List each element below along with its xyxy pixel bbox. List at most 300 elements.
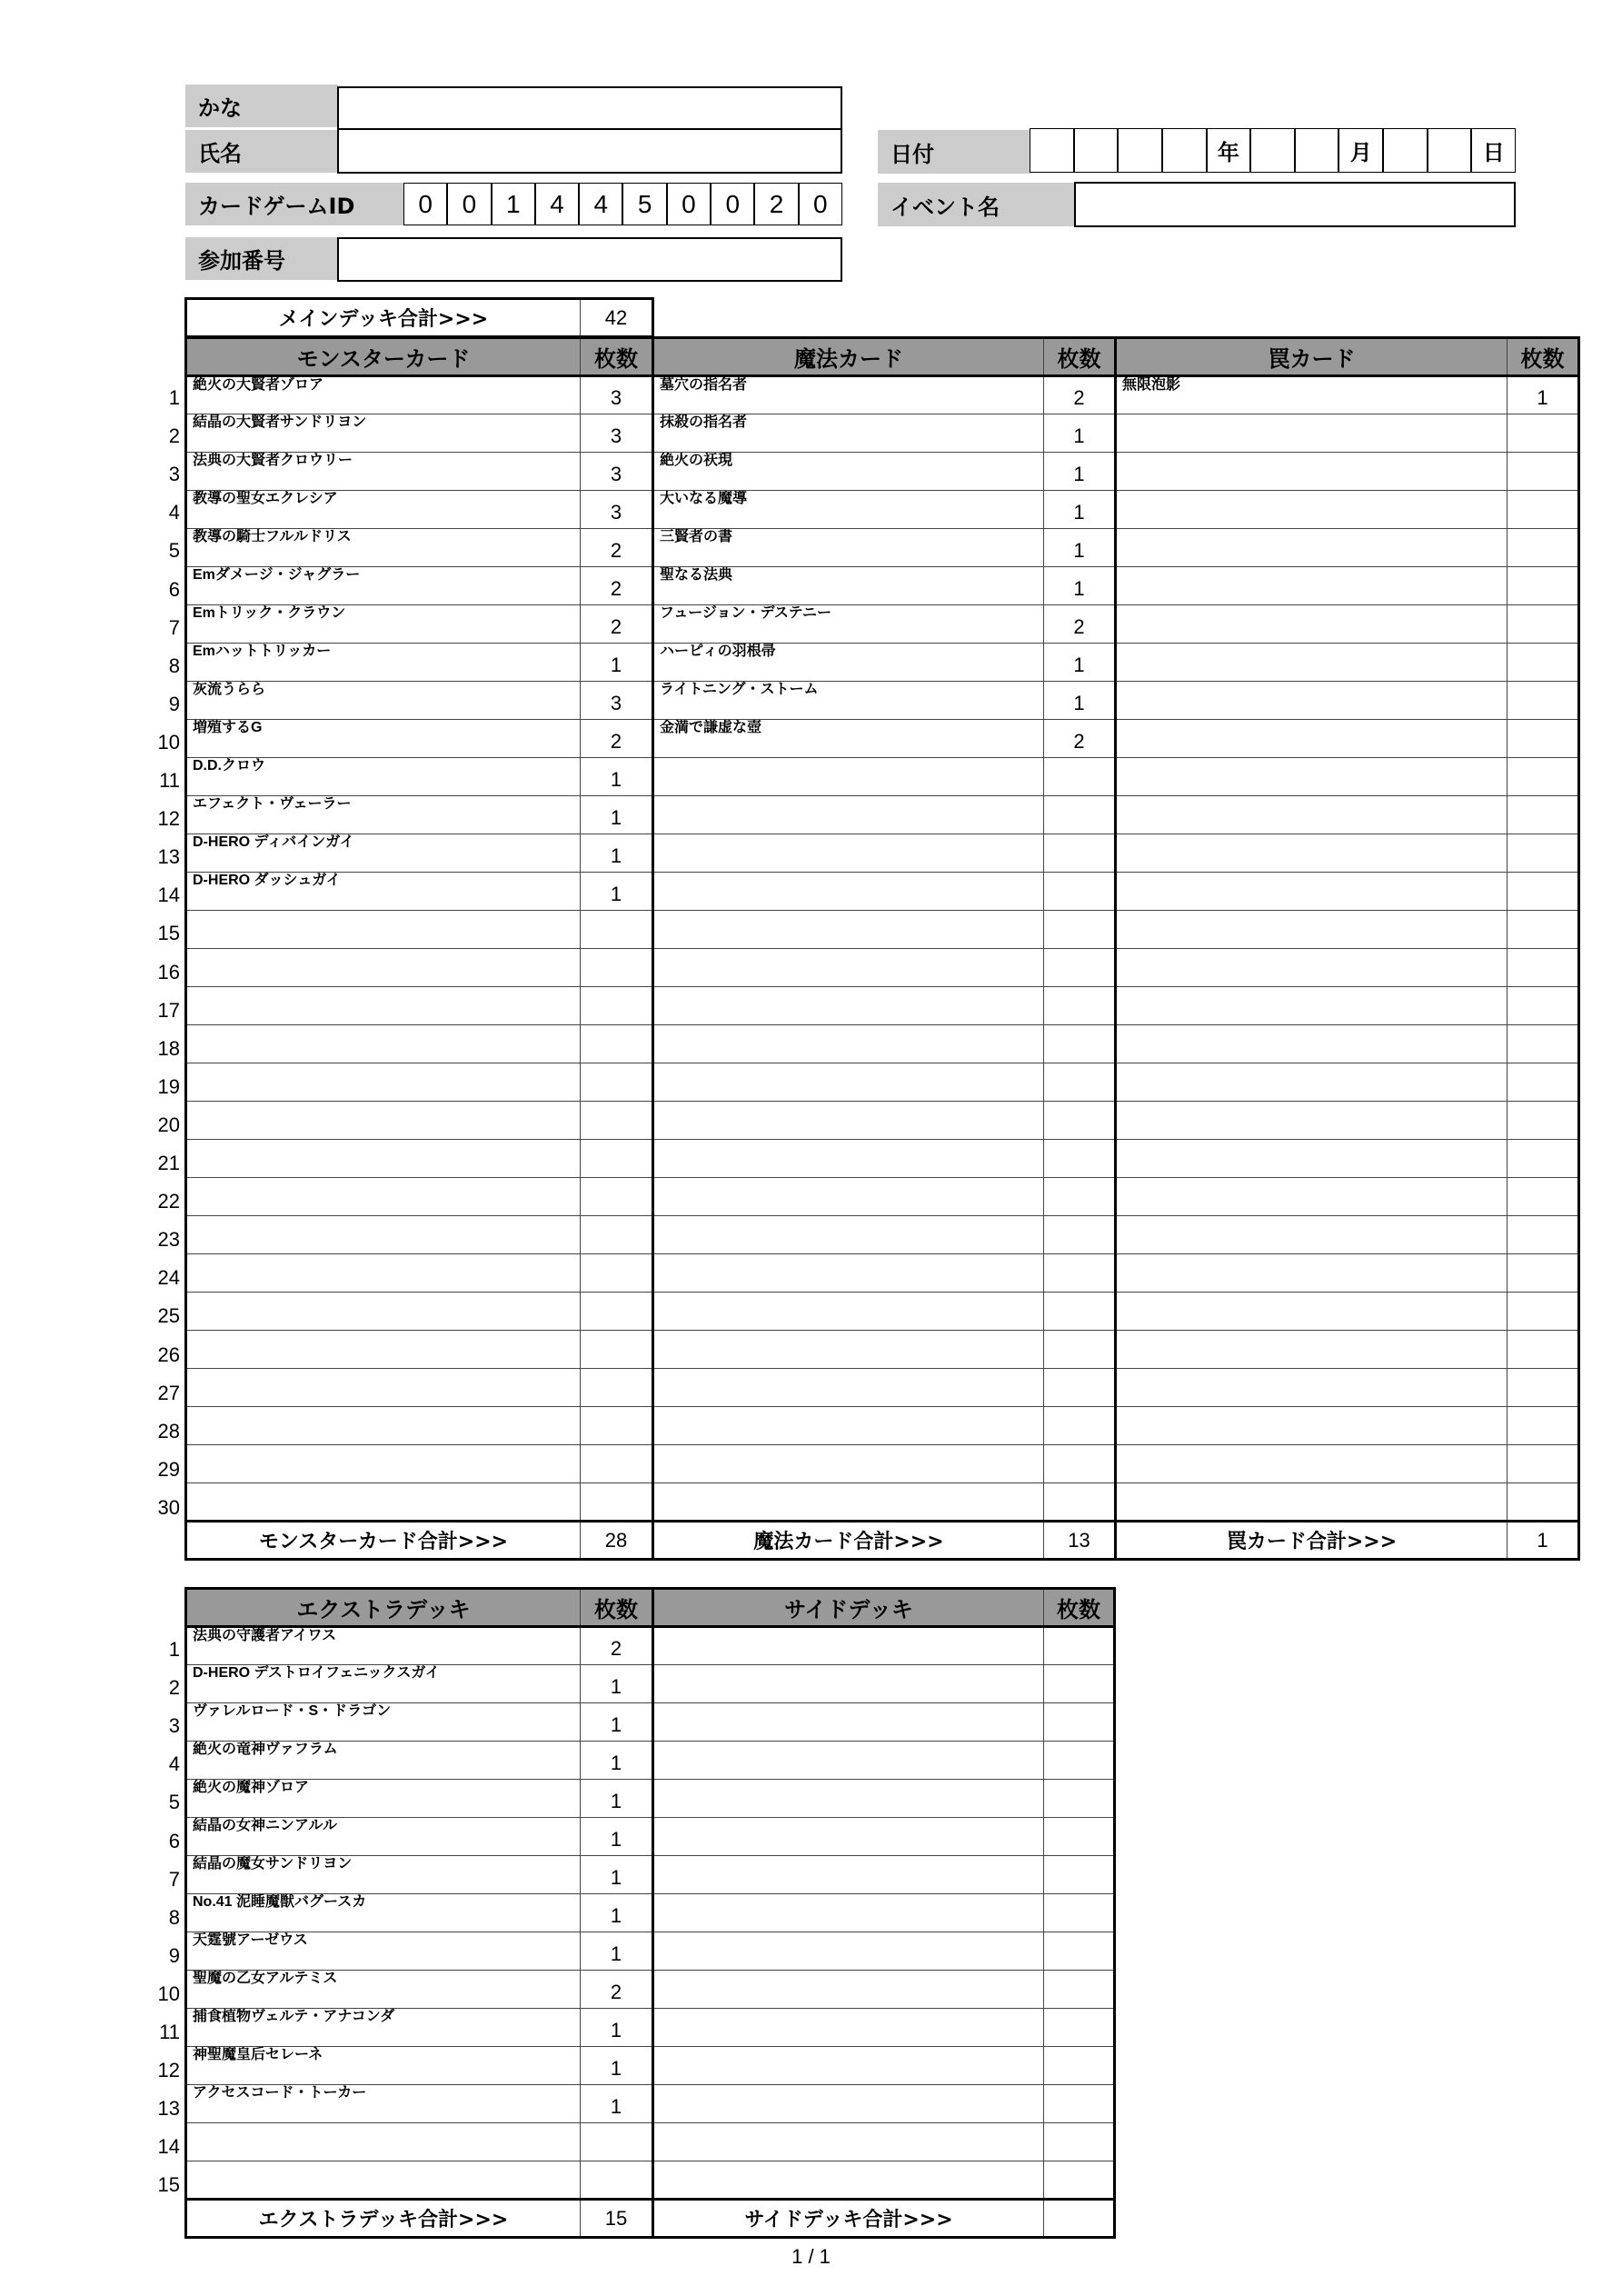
monster-name-cell[interactable] <box>186 1216 581 1254</box>
monster-count-cell[interactable] <box>581 1216 653 1254</box>
monster-name-cell[interactable] <box>186 911 581 949</box>
monster-name-cell[interactable]: 絶火の大賢者ゾロア <box>186 376 581 414</box>
monster-count-cell[interactable] <box>581 1178 653 1216</box>
monster-name-cell[interactable] <box>186 1369 581 1407</box>
monster-count-cell[interactable]: 1 <box>581 644 653 682</box>
side-count-cell[interactable] <box>1044 2085 1115 2123</box>
side-name-cell[interactable] <box>653 2009 1044 2047</box>
spell-name-cell[interactable] <box>653 1063 1044 1102</box>
card-game-id-digit[interactable]: 0 <box>711 183 754 225</box>
side-name-cell[interactable] <box>653 1856 1044 1894</box>
monster-count-cell[interactable]: 1 <box>581 758 653 796</box>
trap-total-label: 罠カード合計>>> <box>1116 1522 1508 1560</box>
monster-count-cell[interactable]: 3 <box>581 682 653 720</box>
spell-count-cell[interactable] <box>1044 1178 1116 1216</box>
spell-name-cell[interactable] <box>653 949 1044 987</box>
trap-name-cell[interactable] <box>1116 1445 1508 1483</box>
trap-count-cell[interactable] <box>1508 1063 1579 1102</box>
table-row <box>186 567 1579 605</box>
row-number: 28 <box>157 1419 180 1442</box>
monster-count-cell[interactable]: 1 <box>581 796 653 834</box>
trap-count-cell[interactable] <box>1508 1178 1579 1216</box>
side-count-cell[interactable] <box>1044 1742 1115 1780</box>
spell-name-cell[interactable]: 金満で謙虚な壺 <box>653 720 1044 758</box>
monster-count-cell[interactable] <box>581 1331 653 1369</box>
table-row <box>186 1063 1579 1102</box>
date-cell[interactable]: 月 <box>1338 128 1383 173</box>
monster-count-cell[interactable] <box>581 1483 653 1522</box>
trap-name-cell[interactable] <box>1116 758 1508 796</box>
event-name-label: イベント名 <box>878 183 1074 226</box>
extra-name-cell[interactable]: 捕食植物ヴェルテ・アナコンダ <box>186 2009 581 2047</box>
extra-count-cell[interactable]: 1 <box>581 2085 653 2123</box>
spell-name-cell[interactable] <box>653 1407 1044 1445</box>
side-count-cell[interactable] <box>1044 1818 1115 1856</box>
trap-count-cell[interactable] <box>1508 911 1579 949</box>
spell-name-cell[interactable]: フュージョン・デステニー <box>653 605 1044 644</box>
spell-name-cell[interactable] <box>653 911 1044 949</box>
side-name-cell[interactable] <box>653 2047 1044 2085</box>
extra-count-cell[interactable] <box>581 2123 653 2161</box>
event-name-field[interactable] <box>1074 182 1516 227</box>
extra-count-cell[interactable]: 1 <box>581 2009 653 2047</box>
spell-count-cell[interactable] <box>1044 1063 1116 1102</box>
monster-count-cell[interactable] <box>581 1102 653 1140</box>
monster-count-cell[interactable] <box>581 1445 653 1483</box>
name-field[interactable] <box>337 128 842 174</box>
trap-name-cell[interactable] <box>1116 1025 1508 1063</box>
card-game-id-digit[interactable]: 5 <box>622 183 666 225</box>
spell-name-cell[interactable] <box>653 1445 1044 1483</box>
spell-count-cell[interactable]: 1 <box>1044 529 1116 567</box>
trap-name-cell[interactable] <box>1116 682 1508 720</box>
monster-count-cell[interactable] <box>581 1254 653 1293</box>
side-count-cell[interactable] <box>1044 1971 1115 2009</box>
trap-name-cell[interactable] <box>1116 1407 1508 1445</box>
side-name-cell[interactable] <box>653 2161 1044 2200</box>
spell-name-cell[interactable] <box>653 796 1044 834</box>
spell-name-cell[interactable]: ライトニング・ストーム <box>653 682 1044 720</box>
trap-name-cell[interactable] <box>1116 987 1508 1025</box>
side-name-cell[interactable] <box>653 2123 1044 2161</box>
spell-count-cell[interactable] <box>1044 1331 1116 1369</box>
spell-name-cell[interactable]: 三賢者の書 <box>653 529 1044 567</box>
monster-name-cell[interactable]: 結晶の大賢者サンドリヨン <box>186 414 581 453</box>
spell-count-cell[interactable]: 1 <box>1044 414 1116 453</box>
spell-count-cell[interactable] <box>1044 949 1116 987</box>
trap-count-cell[interactable] <box>1508 1140 1579 1178</box>
table-row <box>186 1216 1579 1254</box>
monster-count-cell[interactable]: 1 <box>581 834 653 873</box>
spell-count-cell[interactable] <box>1044 796 1116 834</box>
spell-name-cell[interactable]: ハーピィの羽根帚 <box>653 644 1044 682</box>
extra-count-cell[interactable]: 1 <box>581 1894 653 1932</box>
spell-count-cell[interactable]: 1 <box>1044 453 1116 491</box>
spell-name-cell[interactable] <box>653 1331 1044 1369</box>
extra-name-cell[interactable] <box>186 2161 581 2200</box>
extra-name-cell[interactable] <box>186 2123 581 2161</box>
spell-name-cell[interactable]: 抹殺の指名者 <box>653 414 1044 453</box>
spell-count-cell[interactable]: 2 <box>1044 720 1116 758</box>
side-name-cell[interactable] <box>653 1627 1044 1665</box>
trap-count-cell[interactable] <box>1508 1369 1579 1407</box>
trap-count-cell[interactable]: 1 <box>1508 376 1579 414</box>
monster-name-cell[interactable] <box>186 1254 581 1293</box>
trap-count-cell[interactable] <box>1508 605 1579 644</box>
trap-name-cell[interactable] <box>1116 453 1508 491</box>
spell-count-cell[interactable]: 1 <box>1044 491 1116 529</box>
trap-name-cell[interactable] <box>1116 1102 1508 1140</box>
card-game-id-field[interactable] <box>403 183 842 225</box>
card-game-id-digit[interactable]: 2 <box>754 183 798 225</box>
monster-count-cell[interactable]: 3 <box>581 491 653 529</box>
side-count-cell[interactable] <box>1044 2161 1115 2200</box>
side-name-cell[interactable] <box>653 1932 1044 1971</box>
trap-name-cell[interactable] <box>1116 1293 1508 1331</box>
date-cell[interactable] <box>1428 128 1472 173</box>
spell-name-cell[interactable] <box>653 1178 1044 1216</box>
extra-name-cell[interactable]: 法典の守護者アイワス <box>186 1627 581 1665</box>
monster-name-cell[interactable]: D-HERO ダッシュガイ <box>186 873 581 911</box>
monster-count-cell[interactable] <box>581 1407 653 1445</box>
spell-name-cell[interactable] <box>653 873 1044 911</box>
spell-name-cell[interactable] <box>653 1216 1044 1254</box>
monster-name-cell[interactable] <box>186 987 581 1025</box>
date-cell[interactable]: 日 <box>1471 128 1516 173</box>
trap-count-cell[interactable] <box>1508 529 1579 567</box>
trap-count-cell[interactable] <box>1508 453 1579 491</box>
trap-count-cell[interactable] <box>1508 644 1579 682</box>
spell-count-cell[interactable] <box>1044 1216 1116 1254</box>
trap-name-cell[interactable] <box>1116 567 1508 605</box>
spell-count-cell[interactable] <box>1044 1369 1116 1407</box>
monster-name-cell[interactable] <box>186 949 581 987</box>
trap-name-cell[interactable] <box>1116 1483 1508 1522</box>
side-name-cell[interactable] <box>653 1894 1044 1932</box>
side-count-cell[interactable] <box>1044 2009 1115 2047</box>
trap-name-cell[interactable] <box>1116 1254 1508 1293</box>
trap-count-cell[interactable] <box>1508 491 1579 529</box>
spell-name-cell[interactable] <box>653 1025 1044 1063</box>
trap-count-cell[interactable] <box>1508 1102 1579 1140</box>
spell-count-cell[interactable] <box>1044 1407 1116 1445</box>
table-row <box>186 491 1579 529</box>
extra-count-cell[interactable]: 1 <box>581 2047 653 2085</box>
table-row <box>186 949 1579 987</box>
side-name-cell[interactable] <box>653 1818 1044 1856</box>
trap-name-cell[interactable] <box>1116 644 1508 682</box>
extra-name-cell[interactable]: 絶火の魔神ゾロア <box>186 1780 581 1818</box>
trap-header: 罠カード <box>1116 338 1508 376</box>
trap-name-cell[interactable] <box>1116 491 1508 529</box>
row-number: 25 <box>157 1304 180 1328</box>
date-cell[interactable] <box>1383 128 1428 173</box>
row-number: 24 <box>157 1266 180 1290</box>
row-number: 4 <box>168 501 180 524</box>
spell-count-cell[interactable] <box>1044 1025 1116 1063</box>
monster-count-cell[interactable] <box>581 1140 653 1178</box>
date-cell[interactable] <box>1250 128 1295 173</box>
spell-name-cell[interactable] <box>653 987 1044 1025</box>
monster-count-cell[interactable]: 2 <box>581 567 653 605</box>
extra-name-cell[interactable]: ヴァレルロード・S・ドラゴン <box>186 1703 581 1742</box>
spell-count-cell[interactable] <box>1044 911 1116 949</box>
trap-count-cell[interactable] <box>1508 1483 1579 1522</box>
extra-count-cell[interactable]: 1 <box>581 1703 653 1742</box>
date-cell[interactable]: 年 <box>1207 128 1251 173</box>
monster-count-cell[interactable]: 3 <box>581 414 653 453</box>
extra-count-cell[interactable]: 1 <box>581 1932 653 1971</box>
date-cell[interactable] <box>1162 128 1207 173</box>
card-game-id-digit[interactable]: 4 <box>579 183 622 225</box>
row-number: 5 <box>168 539 180 563</box>
trap-name-cell[interactable] <box>1116 1216 1508 1254</box>
spell-count-cell[interactable] <box>1044 987 1116 1025</box>
trap-name-cell[interactable] <box>1116 1331 1508 1369</box>
date-cell[interactable] <box>1118 128 1162 173</box>
card-game-id-digit[interactable]: 0 <box>447 183 491 225</box>
side-count-cell[interactable] <box>1044 1780 1115 1818</box>
extra-count-cell[interactable]: 1 <box>581 1742 653 1780</box>
monster-name-cell[interactable] <box>186 1407 581 1445</box>
spell-header: 魔法カード <box>653 338 1044 376</box>
table-row <box>186 2161 1115 2200</box>
card-game-id-digit[interactable]: 1 <box>492 183 535 225</box>
extra-name-cell[interactable]: D-HERO デストロイフェニックスガイ <box>186 1665 581 1703</box>
monster-count-cell[interactable] <box>581 1369 653 1407</box>
card-game-id-digit[interactable]: 0 <box>403 183 447 225</box>
monster-count-cell[interactable] <box>581 1025 653 1063</box>
date-field[interactable] <box>1030 128 1516 173</box>
monster-count-cell[interactable]: 2 <box>581 605 653 644</box>
main-deck-table <box>184 336 1580 1561</box>
spell-name-cell[interactable] <box>653 1483 1044 1522</box>
date-cell[interactable] <box>1074 128 1119 173</box>
extra-count-cell[interactable]: 1 <box>581 1665 653 1703</box>
spell-count-cell[interactable] <box>1044 873 1116 911</box>
extra-name-cell[interactable]: 絶火の竜神ヴァフラム <box>186 1742 581 1780</box>
monster-count-cell[interactable]: 3 <box>581 376 653 414</box>
extra-name-cell[interactable]: No.41 泥睡魔獣バグースカ <box>186 1894 581 1932</box>
table-row <box>186 911 1579 949</box>
card-game-id-digit[interactable]: 0 <box>667 183 711 225</box>
spell-name-cell[interactable] <box>653 1140 1044 1178</box>
side-count-cell[interactable] <box>1044 1856 1115 1894</box>
table-row <box>186 720 1579 758</box>
monster-name-cell[interactable]: 増殖するG <box>186 720 581 758</box>
trap-count-cell[interactable] <box>1508 873 1579 911</box>
side-name-cell[interactable] <box>653 1971 1044 2009</box>
side-count-cell[interactable] <box>1044 1932 1115 1971</box>
extra-name-cell[interactable]: 神聖魔皇后セレーネ <box>186 2047 581 2085</box>
side-count-cell[interactable] <box>1044 1627 1115 1665</box>
trap-name-cell[interactable] <box>1116 1140 1508 1178</box>
spell-count-cell[interactable] <box>1044 1445 1116 1483</box>
spell-name-cell[interactable]: 墓穴の指名者 <box>653 376 1044 414</box>
monster-name-cell[interactable]: D-HERO ディバインガイ <box>186 834 581 873</box>
side-name-cell[interactable] <box>653 1742 1044 1780</box>
trap-count-cell[interactable] <box>1508 1331 1579 1369</box>
trap-count-cell[interactable] <box>1508 1293 1579 1331</box>
side-name-cell[interactable] <box>653 1703 1044 1742</box>
trap-name-cell[interactable] <box>1116 414 1508 453</box>
table-row <box>186 1971 1115 2009</box>
trap-name-cell[interactable] <box>1116 834 1508 873</box>
row-number: 9 <box>168 1943 180 1967</box>
spell-name-cell[interactable]: 聖なる法典 <box>653 567 1044 605</box>
monster-name-cell[interactable] <box>186 1445 581 1483</box>
row-number: 4 <box>168 1752 180 1776</box>
trap-count-cell[interactable] <box>1508 758 1579 796</box>
monster-count-cell[interactable] <box>581 949 653 987</box>
spell-name-cell[interactable] <box>653 834 1044 873</box>
trap-name-cell[interactable] <box>1116 605 1508 644</box>
row-number: 29 <box>157 1457 180 1481</box>
trap-name-cell[interactable]: 無限泡影 <box>1116 376 1508 414</box>
trap-name-cell[interactable] <box>1116 796 1508 834</box>
spell-count-cell[interactable] <box>1044 758 1116 796</box>
spell-count-cell[interactable]: 1 <box>1044 644 1116 682</box>
extra-count-cell[interactable]: 1 <box>581 1780 653 1818</box>
spell-count-cell[interactable]: 1 <box>1044 567 1116 605</box>
trap-count-header: 枚数 <box>1508 338 1579 376</box>
trap-name-cell[interactable] <box>1116 1369 1508 1407</box>
trap-name-cell[interactable] <box>1116 529 1508 567</box>
spell-count-cell[interactable]: 1 <box>1044 682 1116 720</box>
trap-count-cell[interactable] <box>1508 1254 1579 1293</box>
monster-name-cell[interactable] <box>186 1102 581 1140</box>
monster-name-cell[interactable]: D.D.クロウ <box>186 758 581 796</box>
extra-count-cell[interactable] <box>581 2161 653 2200</box>
row-number: 30 <box>157 1495 180 1519</box>
extra-count-cell[interactable]: 1 <box>581 1818 653 1856</box>
monster-count-cell[interactable]: 3 <box>581 453 653 491</box>
extra-count-cell[interactable]: 1 <box>581 1856 653 1894</box>
extra-count-cell[interactable]: 2 <box>581 1627 653 1665</box>
spell-name-cell[interactable] <box>653 1369 1044 1407</box>
spell-count-cell[interactable] <box>1044 834 1116 873</box>
entry-number-field[interactable] <box>337 237 842 282</box>
side-name-cell[interactable] <box>653 1665 1044 1703</box>
monster-name-cell[interactable]: Emトリック・クラウン <box>186 605 581 644</box>
card-game-id-digit[interactable]: 4 <box>535 183 579 225</box>
monster-name-cell[interactable] <box>186 1331 581 1369</box>
monster-name-cell[interactable]: 教導の聖女エクレシア <box>186 491 581 529</box>
spell-name-cell[interactable] <box>653 1102 1044 1140</box>
monster-name-cell[interactable]: 灰流うらら <box>186 682 581 720</box>
extra-count-cell[interactable]: 2 <box>581 1971 653 2009</box>
trap-name-cell[interactable] <box>1116 1178 1508 1216</box>
trap-count-cell[interactable] <box>1508 834 1579 873</box>
monster-name-cell[interactable]: 教導の騎士フルルドリス <box>186 529 581 567</box>
trap-count-cell[interactable] <box>1508 1407 1579 1445</box>
trap-name-cell[interactable] <box>1116 720 1508 758</box>
side-count-cell[interactable] <box>1044 1703 1115 1742</box>
monster-name-cell[interactable] <box>186 1293 581 1331</box>
trap-count-cell[interactable] <box>1508 682 1579 720</box>
trap-count-cell[interactable] <box>1508 987 1579 1025</box>
side-name-cell[interactable] <box>653 2085 1044 2123</box>
trap-name-cell[interactable] <box>1116 1063 1508 1102</box>
spell-count-cell[interactable] <box>1044 1140 1116 1178</box>
spell-count-cell[interactable]: 2 <box>1044 605 1116 644</box>
monster-count-cell[interactable]: 1 <box>581 873 653 911</box>
monster-count-cell[interactable] <box>581 1293 653 1331</box>
side-count-cell[interactable] <box>1044 1894 1115 1932</box>
side-count-cell[interactable] <box>1044 1665 1115 1703</box>
trap-count-cell[interactable] <box>1508 1025 1579 1063</box>
extra-name-cell[interactable]: 天霆號アーゼウス <box>186 1932 581 1971</box>
row-number: 6 <box>168 577 180 601</box>
monster-name-cell[interactable] <box>186 1140 581 1178</box>
table-row <box>186 834 1579 873</box>
trap-count-cell[interactable] <box>1508 1445 1579 1483</box>
trap-count-cell[interactable] <box>1508 567 1579 605</box>
monster-count-cell[interactable] <box>581 987 653 1025</box>
monster-name-cell[interactable] <box>186 1178 581 1216</box>
extra-name-cell[interactable]: 結晶の魔女サンドリヨン <box>186 1856 581 1894</box>
spell-name-cell[interactable] <box>653 758 1044 796</box>
monster-name-cell[interactable]: 法典の大賢者クロウリー <box>186 453 581 491</box>
date-cell[interactable] <box>1030 128 1074 173</box>
main-deck-total-value: 42 <box>581 299 653 337</box>
card-game-id-digit[interactable]: 0 <box>799 183 842 225</box>
table-row <box>186 1627 1115 1665</box>
spell-count-cell[interactable] <box>1044 1102 1116 1140</box>
row-number: 6 <box>168 1829 180 1852</box>
monster-name-cell[interactable] <box>186 1025 581 1063</box>
monster-name-cell[interactable] <box>186 1063 581 1102</box>
extra-name-cell[interactable]: 結晶の女神ニンアルル <box>186 1818 581 1856</box>
kana-field[interactable] <box>337 86 842 130</box>
monster-name-cell[interactable]: Emダメージ・ジャグラー <box>186 567 581 605</box>
spell-name-cell[interactable] <box>653 1293 1044 1331</box>
extra-name-cell[interactable]: アクセスコード・トーカー <box>186 2085 581 2123</box>
spell-name-cell[interactable]: 大いなる魔導 <box>653 491 1044 529</box>
side-count-cell[interactable] <box>1044 2123 1115 2161</box>
trap-name-cell[interactable] <box>1116 911 1508 949</box>
trap-name-cell[interactable] <box>1116 873 1508 911</box>
spell-name-cell[interactable]: 絶火の祆現 <box>653 453 1044 491</box>
trap-count-cell[interactable] <box>1508 949 1579 987</box>
monster-name-cell[interactable] <box>186 1483 581 1522</box>
side-name-cell[interactable] <box>653 1780 1044 1818</box>
spell-count-cell[interactable] <box>1044 1254 1116 1293</box>
trap-name-cell[interactable] <box>1116 949 1508 987</box>
monster-name-cell[interactable]: Emハットトリッカー <box>186 644 581 682</box>
trap-count-cell[interactable] <box>1508 1216 1579 1254</box>
monster-name-cell[interactable]: エフェクト・ヴェーラー <box>186 796 581 834</box>
monster-count-cell[interactable] <box>581 911 653 949</box>
side-count-cell[interactable] <box>1044 2047 1115 2085</box>
table-row <box>186 1407 1579 1445</box>
spell-count-cell[interactable] <box>1044 1293 1116 1331</box>
spell-count-cell[interactable] <box>1044 1483 1116 1522</box>
trap-count-cell[interactable] <box>1508 796 1579 834</box>
monster-count-cell[interactable]: 2 <box>581 529 653 567</box>
date-cell[interactable] <box>1295 128 1339 173</box>
row-number: 12 <box>157 807 180 831</box>
monster-count-cell[interactable] <box>581 1063 653 1102</box>
trap-count-cell[interactable] <box>1508 720 1579 758</box>
trap-count-cell[interactable] <box>1508 414 1579 453</box>
extra-name-cell[interactable]: 聖魔の乙女アルテミス <box>186 1971 581 2009</box>
spell-count-cell[interactable]: 2 <box>1044 376 1116 414</box>
row-number: 8 <box>168 1905 180 1929</box>
row-number: 14 <box>157 2135 180 2159</box>
spell-name-cell[interactable] <box>653 1254 1044 1293</box>
monster-count-cell[interactable]: 2 <box>581 720 653 758</box>
